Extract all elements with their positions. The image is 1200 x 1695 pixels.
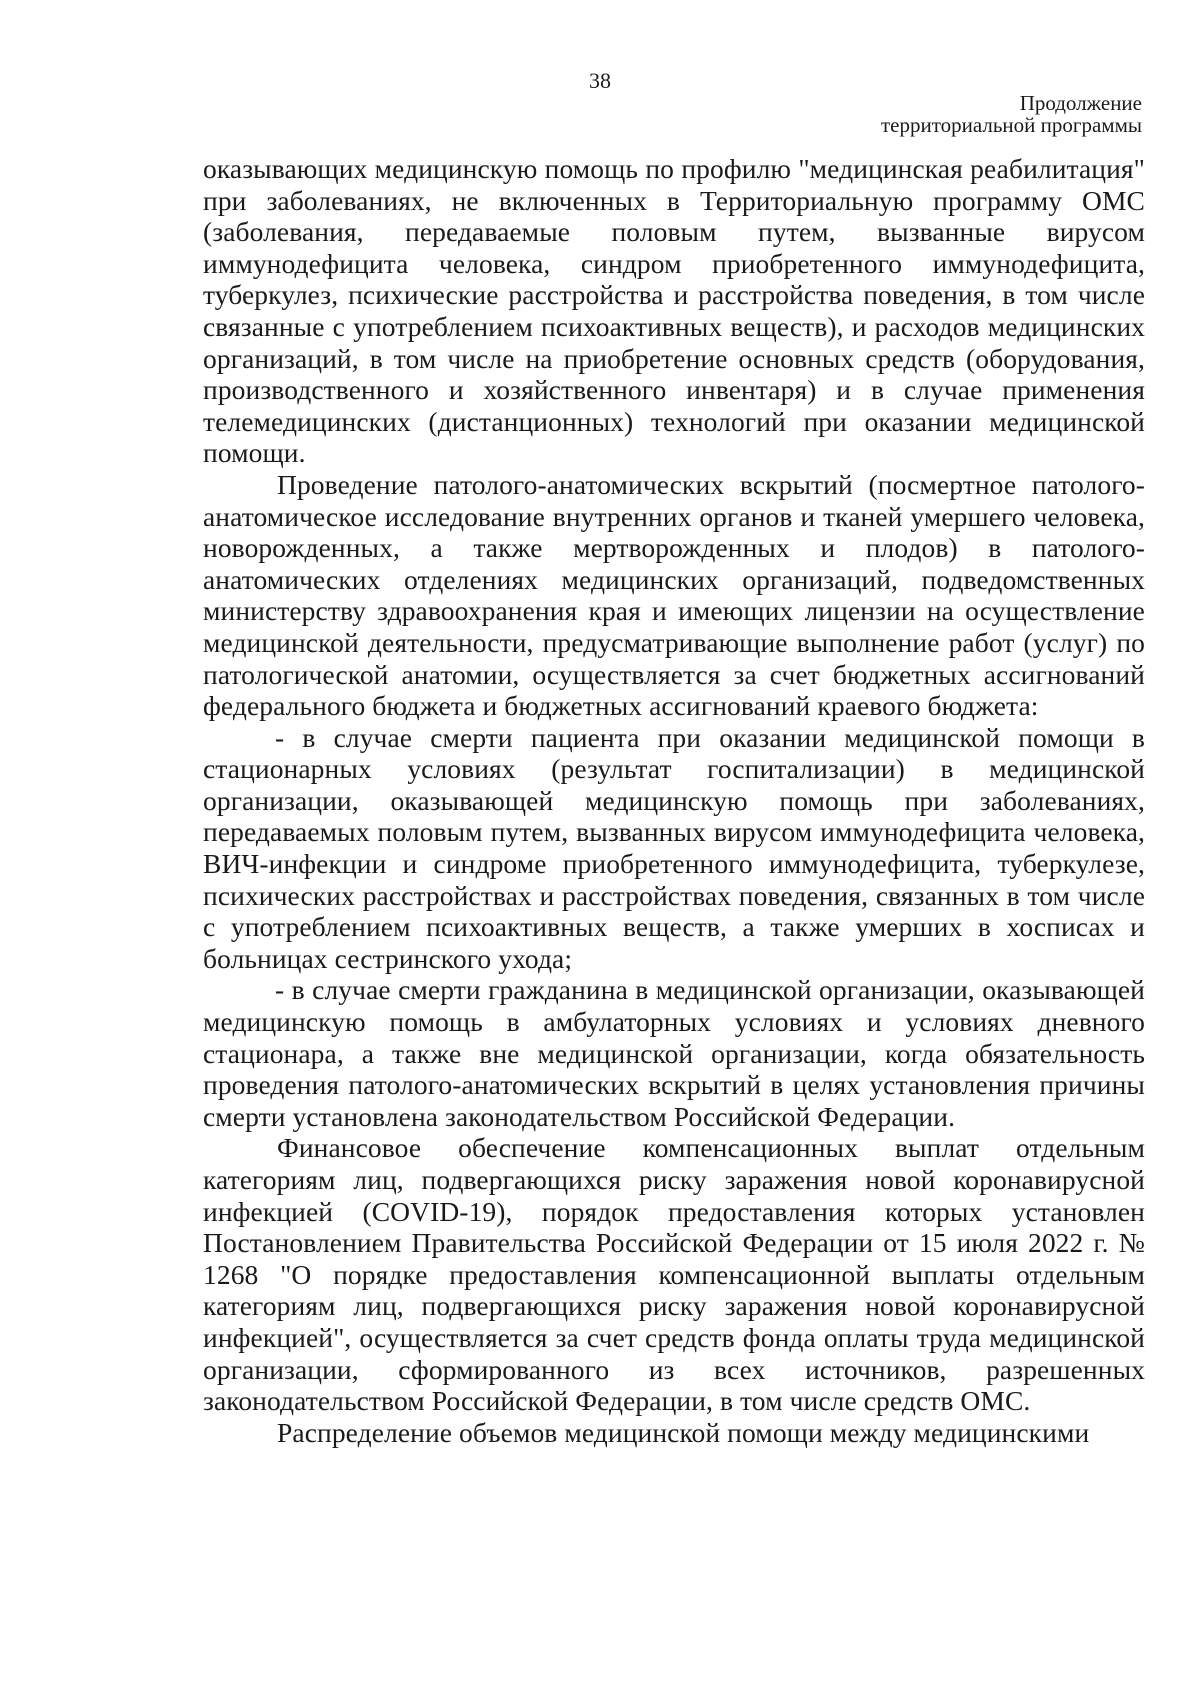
paragraph-volume-distribution: Распределение объемов медицинской помощи между медицинскими: [277, 1416, 1090, 1448]
continuation-header: [881, 92, 1142, 136]
continuation-label: Продолжение: [1019, 91, 1142, 115]
program-label: территориальной программы: [880, 113, 1142, 137]
list-item-outpatient-death: - в случае смерти гражданина в медицинской организации, оказывающей медицинскую помощь в амбулаторных условиях и условиях дневного стационара, а также вне медицинской организации, когда обязательность проведения патолого-анатомических вскрытий в целях установления причины смерти установлена законодательством Российской Федерации.: [203, 974, 1145, 1132]
list-item-inpatient-death: - в случае смерти пациента при оказании медицинской помощи в стационарных условиях (результат госпитализации) в медицинской организации, оказывающей медицинскую помощь при заболеваниях, передаваемых половым путем, вызванных вирусом иммунодефицита человека, ВИЧ-инфекции и синдроме приобретенного иммунодефицита, туберкулезе, психических расстройствах и расстройствах поведения, связанных в том числе с употреблением психоактивных веществ, а также умерших в хосписах и больницах сестринского ухода;: [203, 721, 1145, 974]
paragraph-autopsy: Проведение патолого-анатомических вскрытий (посмертное патолого-анатомическое исследование внутренних органов и тканей умершего человека, новорожденных, а также мертворожденных и плодов) в патолого-анатомических отделениях медицинских организаций, подведомственных министерству здравоохранения края и имеющих лицензии на осуществление медицинской деятельности, предусматривающие выполнение работ (услуг) по патологической анатомии, осуществляется за счет бюджетных ассигнований федерального бюджета и бюджетных ассигнований краевого бюджета:: [203, 468, 1145, 722]
body-text: [203, 153, 1145, 1448]
paragraph-continued: оказывающих медицинскую помощь по профилю "медицинская реабилитация" при заболеваниях, не включенных в Территориальную программу ОМС (заболевания, передаваемые половым путем, вызванные вирусом иммунодефицита человека, синдром приобретенного иммунодефицита, туберкулез, психические расстройства и расстройства поведения, в том числе связанные с употреблением психоактивных веществ), и расходов медицинских организаций, в том числе на приобретение основных средств (оборудования, производственного и хозяйственного инвентаря) и в случае применения телемедицинских (дистанционных) технологий при оказании медицинской помощи.: [203, 153, 1145, 469]
page-number: 38: [589, 68, 611, 93]
paragraph-covid-payments: Финансовое обеспечение компенсационных выплат отдельным категориям лиц, подвергающихся риску заражения новой коронавирусной инфекцией (COVID-19), порядок предоставления которых установлен Постановлением Правительства Российской Федерации от 15 июля 2022 г. № 1268 "О порядке предоставления компенсационной выплаты отдельным категориям лиц, подвергающихся риску заражения новой коронавирусной инфекцией", осуществляется за счет средств фонда оплаты труда медицинской организации, сформированного из всех источников, разрешенных законодательством Российской Федерации, в том числе средств ОМС.: [203, 1132, 1145, 1417]
